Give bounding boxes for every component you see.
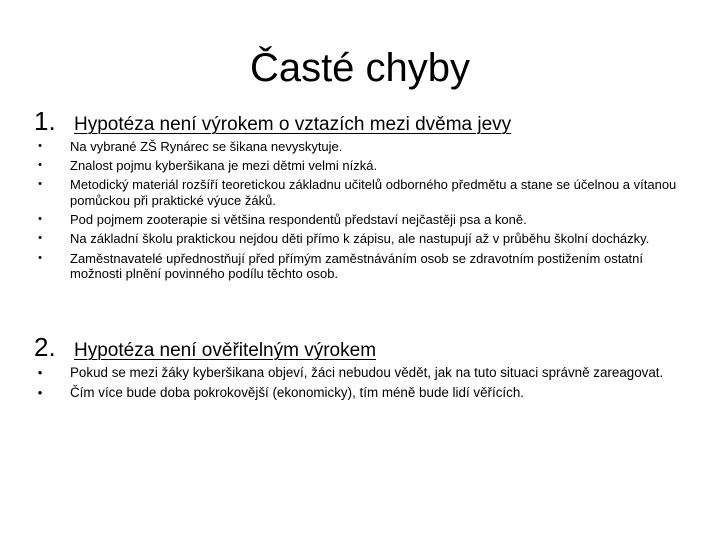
bullet-icon: • — [38, 232, 42, 245]
slide-title: Časté chyby — [249, 46, 471, 90]
list-item-text: Zaměstnavatelé upřednostňují před přímým zaměstnáváním osob se zdravotním postižením ostatní možnosti plnění povinného podílu těchto osob. — [70, 250, 643, 282]
section-1-number: 1. — [34, 106, 56, 136]
section-2-heading — [34, 332, 376, 367]
list-item — [34, 231, 694, 247]
section-1-heading-text: Hypotéza není výrokem o vztazích mezi dvěma jevy — [74, 114, 512, 135]
list-item-text: Na vybrané ZŠ Rynárec se šikana nevyskytuje. — [70, 139, 343, 154]
bullet-icon: • — [38, 140, 42, 152]
list-item-text: Na základní školu praktickou nejdou děti přímo k zápisu, ale nastupují až v průběhu školní docházky. — [70, 231, 650, 247]
bullet-icon: • — [37, 384, 43, 400]
bullet-icon: • — [38, 251, 42, 264]
section-1-heading — [34, 106, 511, 141]
section-2-list — [34, 365, 694, 404]
list-item — [34, 385, 694, 401]
bullet-icon: • — [38, 178, 42, 191]
list-item — [34, 158, 694, 174]
bullet-icon: • — [38, 213, 42, 226]
section-1-list — [34, 139, 694, 285]
list-item-text: Znalost pojmu kyberšikana je mezi dětmi velmi nízká. — [70, 158, 378, 174]
bullet-icon: • — [38, 159, 42, 172]
list-item-text: Čím více bude doba pokrokovější (ekonomicky), tím méně bude lidí věřících. — [70, 384, 524, 400]
list-item — [34, 251, 694, 282]
list-item — [34, 365, 694, 381]
list-item — [34, 177, 694, 208]
list-item — [34, 139, 694, 155]
bullet-icon: • — [37, 365, 43, 380]
list-item-text: Pod pojmem zooterapie si většina respondentů představí nejčastěji psa a koně. — [70, 212, 527, 228]
section-2-number: 2. — [34, 332, 56, 362]
section-2-heading-text: Hypotéza není ověřitelným výrokem — [74, 340, 377, 361]
list-item-text: Pokud se mezi žáky kyberšikana objeví, žáci nebudou vědět, jak na tuto situaci správně zareagovat. — [70, 365, 664, 380]
list-item-text: Metodický materiál rozšíří teoretickou základnu učitelů odborného předmětu a stane se účelnou a vítanou pomůckou při praktické výuce žáků. — [70, 177, 677, 208]
list-item — [34, 212, 694, 228]
